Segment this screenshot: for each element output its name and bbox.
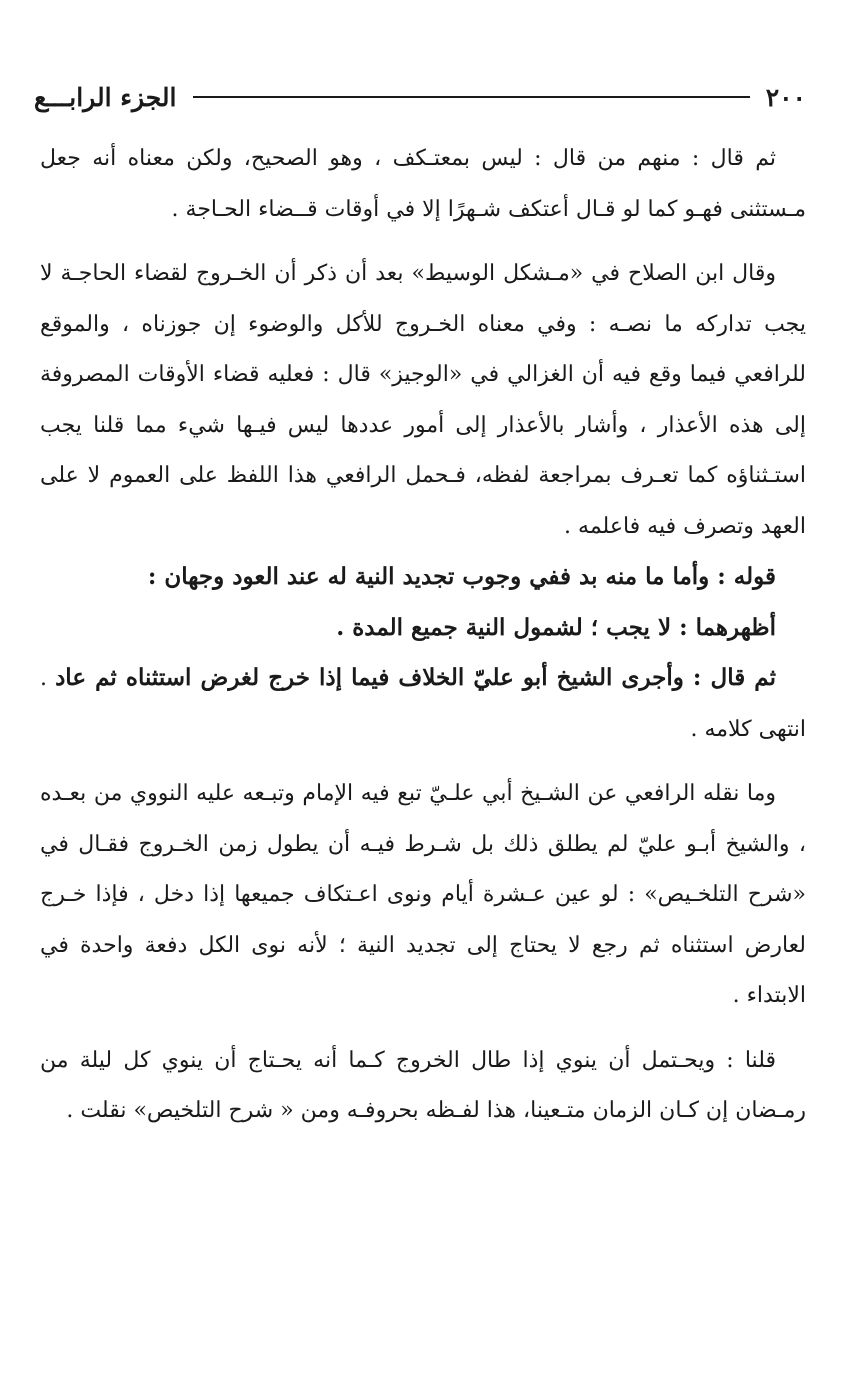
- page-body: [40, 134, 806, 1137]
- quote-line-3-normal: . انتهى كلامه .: [40, 666, 806, 742]
- running-title: الجزء الرابـــع: [34, 82, 177, 112]
- paragraph-3: وما نقله الرافعي عن الشـيخ أبي علـيّ تبع فيه الإمام وتبـعه عليه النووي من بعـده ، والشيخ أبـو عليّ لم يطلق ذلك بل شـرط فيـه أن يطول زمن الخـروج فقـال في «شرح التلخـيص» : لو عين عـشرة أيام ونوى اعـتكاف جميعها إذا دخل ، فإذا خـرج لعارض استثناه ثم رجع لا يحتاج إلى تجديد النية ؛ لأنه نوى الكل دفعة واحدة في الابتداء .: [40, 781, 806, 1008]
- quote-line-1: قوله : وأما ما منه بد ففي وجوب تجديد النية له عند العود وجهان :: [147, 563, 776, 590]
- page-header: [34, 74, 806, 120]
- paragraph-2: وقال ابن الصلاح في «مـشكل الوسيط» بعد أن ذكر أن الخـروج لقضاء الحاجـة لا يجب تداركه ما نصـه : وفي معناه الخـروج للأكل والوضوء إن جوزناه ، والموقع للرافعي فيما وقع فيه أن الغزالي في «الوجيز» قال : فعليه قضاء الأوقات المصروفة إلى هذه الأعذار ، وأشار بالأعذار إلى أمور عددها ليس فيـها شيء مما قلنا يجب استـثناؤه كما تعـرف بمراجعة لفظه، فـحمل الرافعي هذا اللفظ على العموم لا على العهد وتصرف فيه فاعلمه .: [40, 261, 806, 539]
- quote-line-3: [40, 653, 806, 755]
- quote-line-2: أظهرهما : لا يجب ؛ لشمول النية جميع المدة .: [336, 613, 776, 641]
- paragraph-4: قلنا : ويحـتمل أن ينوي إذا طال الخروج كـما أنه يحـتاج أن ينوي كل ليلة من رمـضان إن كـان الزمان متـعينا، هذا لفـظه بحروفـه ومن « شرح التلخيص» نقلت .: [40, 1047, 806, 1123]
- quote-line-3-bold: ثم قال : وأجرى الشيخ أبو عليّ الخلاف فيما إذا خرج لغرض استثناه ثم عاد: [55, 664, 776, 691]
- header-rule: [193, 96, 750, 98]
- page-number: ٢٠٠: [765, 82, 806, 112]
- paragraph-1: ثم قال : منهم من قال : ليس بمعتـكف ، وهو الصحيح، ولكن معناه أنه جعل مـستثنى فهـو كما لو قـال أعتكف شـهرًا إلا في أوقات قــضاء الحـاجة .: [40, 146, 806, 222]
